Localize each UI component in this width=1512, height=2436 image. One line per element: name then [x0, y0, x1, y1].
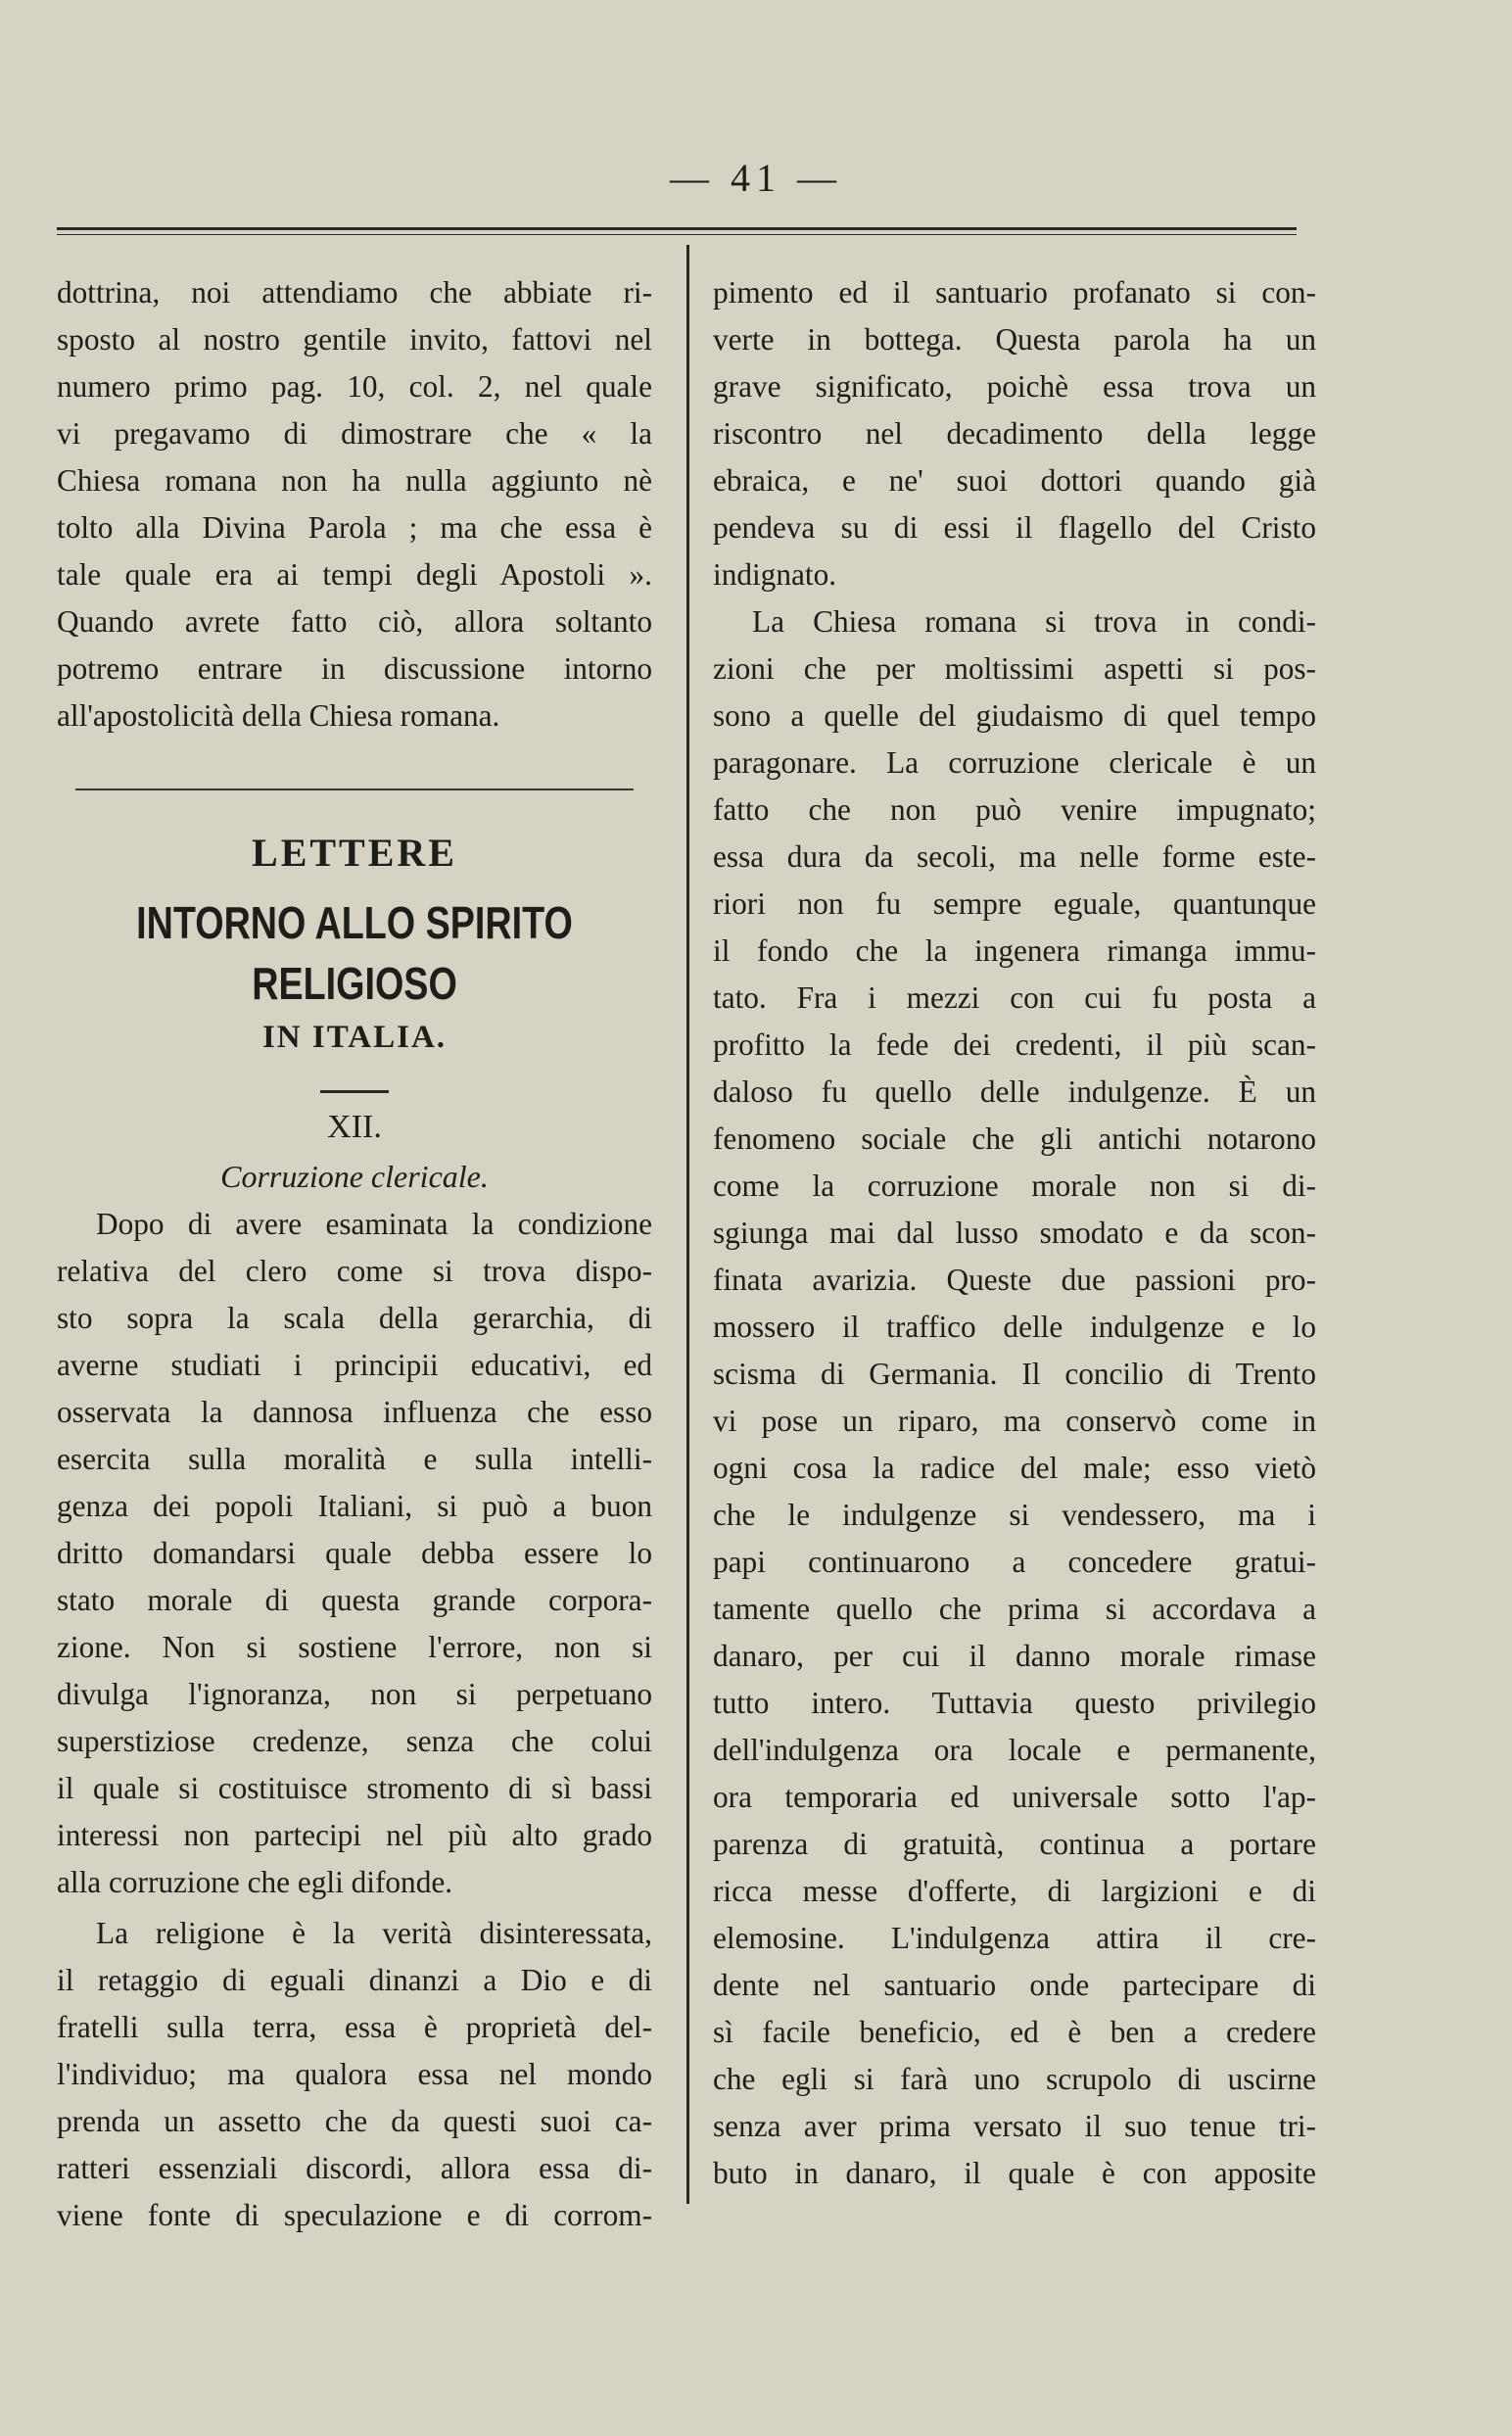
paragraph	[57, 269, 652, 740]
text-line: buto in danaro, il quale è con apposite	[713, 2156, 1316, 2190]
text-line: La religione è la verità disinteressata,	[96, 1916, 652, 1950]
page-number: — 41 —	[670, 156, 842, 200]
text-line: parenza di gratuità, continua a portare	[713, 1827, 1316, 1861]
text-line: ogni cosa la radice del male; esso vietò	[713, 1451, 1316, 1485]
text-line: interessi non partecipi nel più alto grado	[57, 1818, 652, 1852]
text-line: osservata la dannosa influenza che esso	[57, 1395, 652, 1429]
text-line: alla corruzione che egli difonde.	[57, 1865, 453, 1899]
text-line: indignato.	[713, 557, 837, 592]
heading-title: INTORNO ALLO SPIRITO RELIGIOSO	[136, 897, 573, 1009]
text-line: zioni che per moltissimi aspetti si pos-	[713, 651, 1316, 686]
text-line: paragonare. La corruzione clericale è un	[713, 745, 1316, 780]
paragraph	[57, 1910, 652, 2239]
text-line: Quando avrete fatto ciò, allora soltanto	[57, 604, 652, 639]
text-line: dell'indulgenza ora locale e permanente,	[713, 1733, 1316, 1767]
text-line: ebraica, e ne' suoi dottori quando già	[713, 463, 1316, 498]
text-line: elemosine. L'indulgenza attira il cre-	[713, 1921, 1316, 1955]
text-line: potremo entrare in discussione intorno	[57, 651, 652, 686]
left-column	[57, 269, 652, 2239]
text-line: tutto intero. Tuttavia questo privilegio	[713, 1686, 1316, 1720]
column-divider	[686, 245, 689, 2204]
text-line: che egli si farà uno scrupolo di uscirne	[713, 2062, 1316, 2096]
section-rule	[75, 788, 634, 790]
text-line: tamente quello che prima si accordava a	[713, 1592, 1316, 1626]
text-line: papi continuarono a concedere gratui-	[713, 1545, 1316, 1579]
text-line: fratelli sulla terra, essa è proprietà del-	[57, 2010, 652, 2044]
text-line: mossero il traffico delle indulgenze e lo	[713, 1310, 1316, 1344]
text-line: zione. Non si sostiene l'errore, non si	[57, 1630, 652, 1664]
text-line: viene fonte di speculazione e di corrom-	[57, 2198, 652, 2232]
text-line: vi pose un riparo, ma conservò come in	[713, 1404, 1316, 1438]
text-line: genza dei popoli Italiani, si può a buon	[57, 1489, 652, 1523]
text-line: all'apostolicità della Chiesa romana.	[57, 698, 500, 733]
paragraph	[713, 269, 1316, 598]
text-line: averne studiati i principii educativi, ed	[57, 1348, 652, 1382]
text-line: sgiunga mai dal lusso smodato e da scon-	[713, 1216, 1316, 1250]
text-line: esercita sulla moralità e sulla intelli-	[57, 1442, 652, 1476]
header-rule	[57, 227, 1297, 235]
text-line: ricca messe d'offerte, di largizioni e di	[713, 1874, 1316, 1908]
text-line: relativa del clero come si trova dispo-	[57, 1254, 652, 1288]
text-line: ora temporaria ed universale sotto l'ap-	[713, 1780, 1316, 1814]
text-line: riori non fu sempre eguale, quantunque	[713, 886, 1316, 921]
text-line: grave significato, poichè essa trova un	[713, 369, 1316, 404]
text-line: che le indulgenze si vendessero, ma i	[713, 1498, 1316, 1532]
text-line: pendeva su di essi il flagello del Cristo	[713, 510, 1316, 545]
text-line: riscontro nel decadimento della legge	[713, 416, 1316, 451]
text-line: Chiesa romana non ha nulla aggiunto nè	[57, 463, 652, 498]
text-line: tale quale era ai tempi degli Apostoli ».	[57, 557, 652, 592]
text-line: vi pregavamo di dimostrare che « la	[57, 416, 652, 451]
text-line: verte in bottega. Questa parola ha un	[713, 322, 1316, 357]
text-line: danaro, per cui il danno morale rimase	[713, 1639, 1316, 1673]
text-line: tolto alla Divina Parola ; ma che essa è	[57, 510, 652, 545]
text-line: ratteri essenziali discordi, allora essa di-	[57, 2151, 652, 2185]
text-line: pimento ed il santuario profanato si con-	[713, 275, 1316, 310]
text-line: Dopo di avere esaminata la condizione	[96, 1207, 652, 1241]
text-line: come la corruzione morale non si di-	[713, 1169, 1316, 1203]
text-line: il quale si costituisce stromento di sì bassi	[57, 1771, 652, 1805]
right-column	[713, 269, 1316, 2197]
text-line: dente nel santuario onde partecipare di	[713, 1968, 1316, 2002]
text-line: stato morale di questa grande corpora-	[57, 1583, 652, 1617]
text-line: fatto che non può venire impugnato;	[713, 792, 1316, 827]
section-subtitle: Corruzione clericale.	[220, 1159, 489, 1194]
text-line: il fondo che la ingenera rimanga immu-	[713, 933, 1316, 968]
text-line: scisma di Germania. Il concilio di Trento	[713, 1357, 1316, 1391]
text-line: profitto la fede dei credenti, il più scan-	[713, 1027, 1316, 1062]
text-line: sono a quelle del giudaismo di quel tempo	[713, 698, 1316, 733]
text-line: La Chiesa romana si trova in condi-	[752, 604, 1316, 639]
section-number: XII.	[327, 1109, 382, 1145]
text-line: numero primo pag. 10, col. 2, nel quale	[57, 369, 652, 404]
text-line: tato. Fra i mezzi con cui fu posta a	[713, 980, 1316, 1015]
heading-letters: LETTERE	[252, 831, 457, 875]
text-line: dritto domandarsi quale debba essere lo	[57, 1536, 652, 1570]
text-line: il retaggio di eguali dinanzi a Dio e di	[57, 1963, 652, 1997]
text-line: sto sopra la scala della gerarchia, di	[57, 1301, 652, 1335]
text-line: daloso fu quello delle indulgenze. È un	[713, 1075, 1316, 1109]
short-rule	[320, 1090, 389, 1093]
text-line: dottrina, noi attendiamo che abbiate ri-	[57, 275, 652, 310]
text-line: l'individuo; ma qualora essa nel mondo	[57, 2057, 652, 2091]
text-line: sposto al nostro gentile invito, fattovi nel	[57, 322, 652, 357]
text-line: fenomeno sociale che gli antichi notarono	[713, 1122, 1316, 1156]
text-line: finata avarizia. Queste due passioni pro-	[713, 1263, 1316, 1297]
text-line: prenda un assetto che da questi suoi ca-	[57, 2104, 652, 2138]
paragraph	[713, 598, 1316, 2197]
text-line: divulga l'ignoranza, non si perpetuano	[57, 1677, 652, 1711]
paragraph	[57, 1201, 652, 1906]
text-line: superstiziose credenze, senza che colui	[57, 1724, 652, 1758]
heading-subtitle: IN ITALIA.	[261, 1020, 448, 1055]
text-line: senza aver prima versato il suo tenue tri-	[713, 2109, 1316, 2143]
text-line: sì facile beneficio, ed è ben a credere	[713, 2015, 1316, 2049]
text-line: essa dura da secoli, ma nelle forme este-	[713, 839, 1316, 874]
